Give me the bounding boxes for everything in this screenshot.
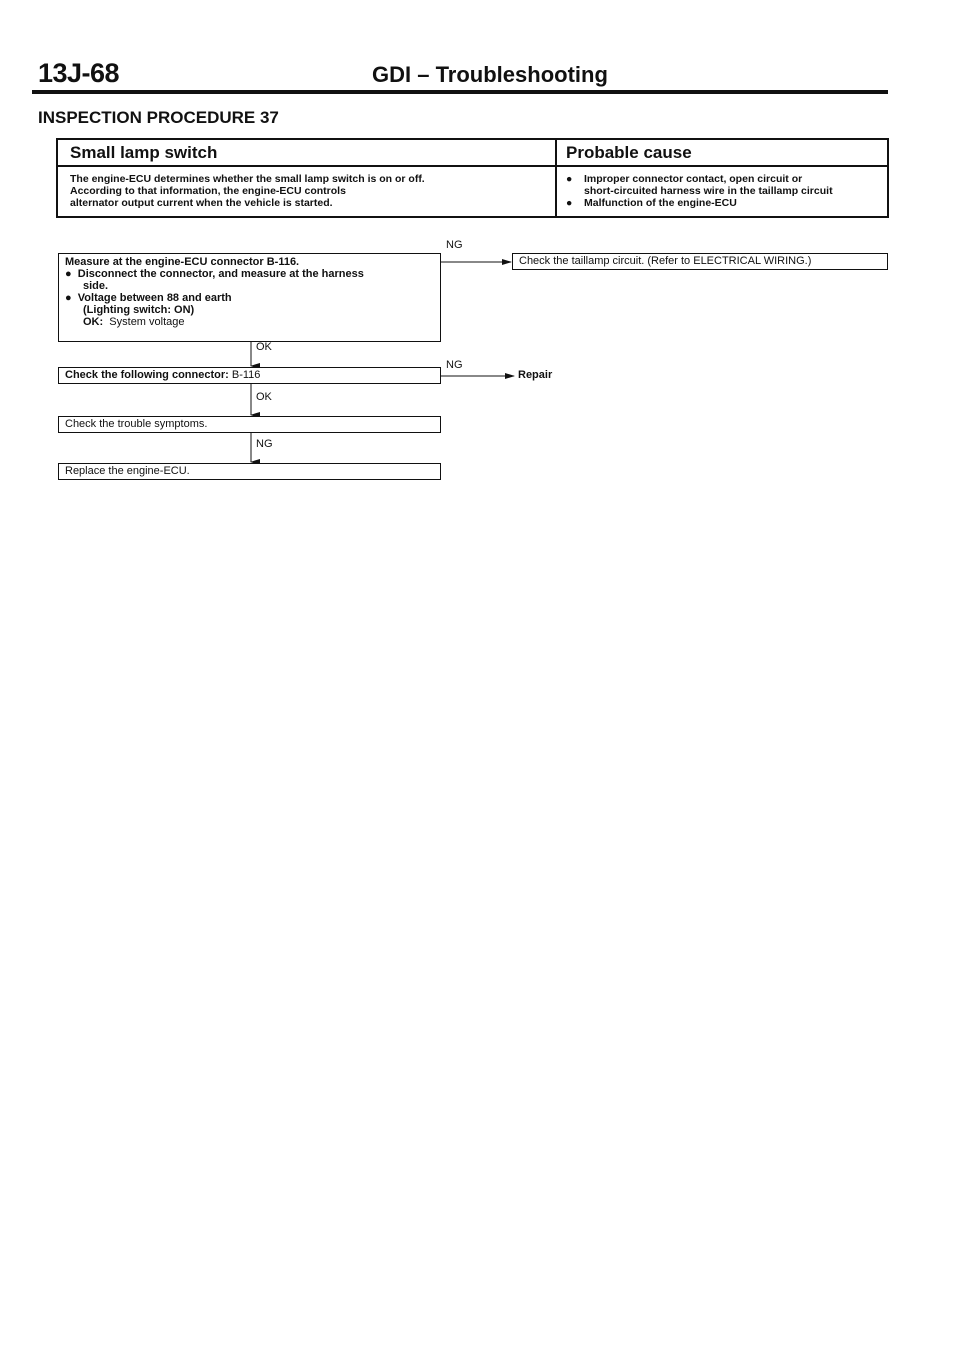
step-bullet-line <box>65 292 434 304</box>
step-measure-connector <box>58 253 441 342</box>
ok-label: OK <box>256 391 272 403</box>
step-check-symptoms: Check the trouble symptoms. <box>58 416 441 433</box>
ok-criteria <box>65 316 434 328</box>
ng-label: NG <box>446 239 463 251</box>
ok-label: OK <box>256 341 272 353</box>
bullet-icon: ● <box>65 292 72 304</box>
bullet-icon: ● <box>566 197 573 209</box>
bullet-icon: ● <box>65 268 72 280</box>
page-number: 13J-68 <box>38 58 120 88</box>
step-replace-ecu: Replace the engine-ECU. <box>58 463 441 480</box>
step-check-connector <box>58 367 441 384</box>
trouble-symptom-heading: Small lamp switch <box>58 140 557 167</box>
procedure-title: INSPECTION PROCEDURE 37 <box>38 108 279 127</box>
bullet-icon: ● <box>566 173 573 185</box>
ok-key: OK: <box>83 316 104 328</box>
connector-id: B-116 <box>231 369 261 381</box>
cause-text: Improper connector contact, open circuit or <box>584 173 803 185</box>
step-text: Disconnect the connector, and measure at the harness <box>77 268 364 280</box>
step-text: Voltage between 88 and earth <box>77 292 232 304</box>
step-bullet-line <box>65 268 434 280</box>
description-line: According to that information, the engine-ECU controls <box>70 185 346 197</box>
ng-label: NG <box>446 359 463 371</box>
step-check-taillamp: Check the taillamp circuit. (Refer to ELECTRICAL WIRING.) <box>512 253 888 270</box>
cause-text: Malfunction of the engine-ECU <box>584 197 737 209</box>
ng-label: NG <box>256 438 273 450</box>
cause-text: short-circuited harness wire in the taillamp circuit <box>584 185 833 197</box>
step-text: Check the following connector: <box>65 369 229 381</box>
repair-label: Repair <box>518 369 553 381</box>
step-text: side. <box>83 280 109 292</box>
step-text: Measure at the engine-ECU connector B-116. <box>65 256 300 268</box>
description-line: alternator output current when the vehicle is started. <box>70 197 333 209</box>
probable-cause-heading: Probable cause <box>557 140 887 167</box>
page-title: GDI – Troubleshooting <box>372 62 608 87</box>
ok-value: System voltage <box>109 316 185 328</box>
description-line: The engine-ECU determines whether the small lamp switch is on or off. <box>70 173 425 185</box>
step-text: (Lighting switch: ON) <box>83 304 195 316</box>
